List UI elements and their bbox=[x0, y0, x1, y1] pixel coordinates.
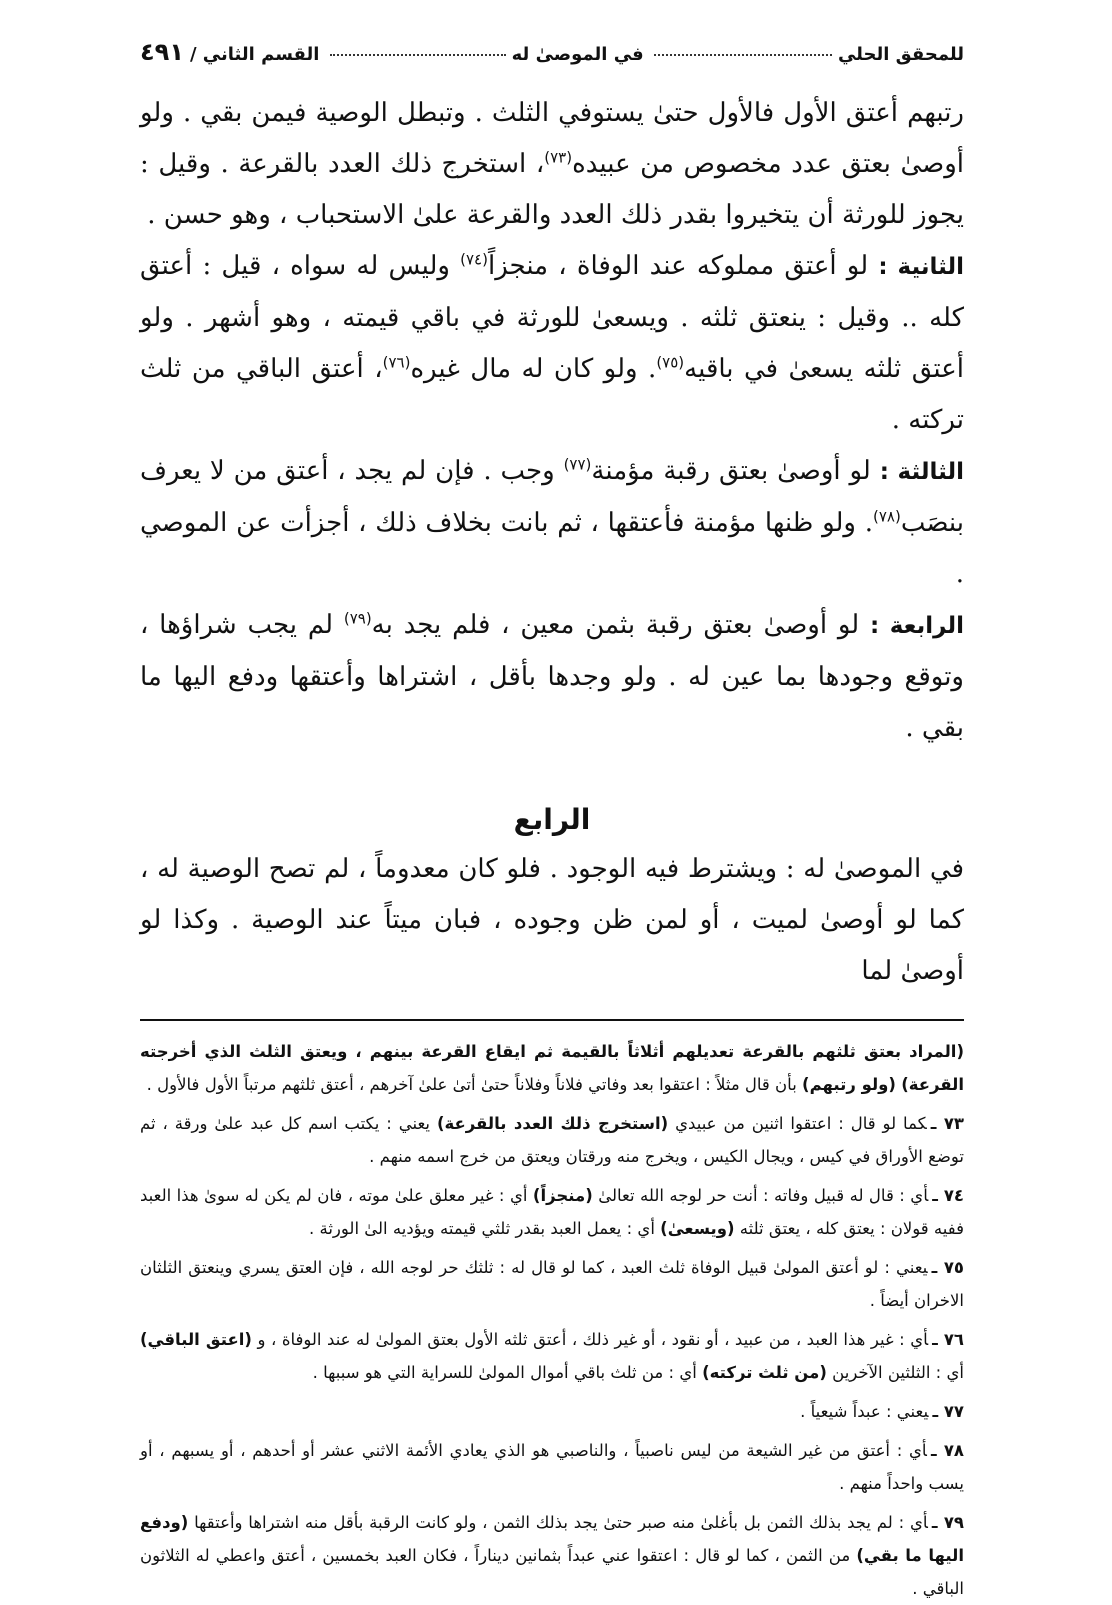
issue-label-second: الثانية : bbox=[878, 254, 965, 280]
issue-label-third: الثالثة : bbox=[879, 459, 965, 485]
footnote-ref-79: (٧٩) bbox=[343, 609, 372, 628]
footnote-text: من الثمن ، كما لو قال : اعتقوا عني عبداً بثمانين ديناراً ، فكان العبد بخمسين ، أعتق واعطي له الثلاثون الباقي . bbox=[140, 1546, 964, 1598]
running-header bbox=[140, 38, 964, 86]
main-text-run: وليس له سواه ، قيل : أعتق كله .. وقيل : ينعتق ثلثه . ويسعىٰ للورثة في باقي قيمته ، وهو أشهر . ولو أعتق ثلثه يسعىٰ في باقيه bbox=[140, 251, 964, 384]
footnote-ref-74: (٧٤) bbox=[460, 250, 488, 269]
footnote-text: أي : من ثلث باقي أموال المولىٰ للسراية التي هو سببها . bbox=[312, 1363, 697, 1382]
footnote-text: يعني : عبداً شيعياً . bbox=[800, 1402, 929, 1421]
footnote-text: أي : الثلثين الآخرين bbox=[832, 1363, 964, 1382]
footnote-ref-78: (٧٨) bbox=[872, 507, 901, 526]
footnote-75 bbox=[140, 1251, 964, 1317]
main-text bbox=[140, 88, 964, 754]
footnote-number: ٧٣ ـ bbox=[930, 1114, 964, 1133]
main-text-continued bbox=[140, 844, 964, 997]
header-section-label: القسم الثاني / bbox=[189, 44, 320, 65]
main-text-run: ، استخرج ذلك العدد بالقرعة . وقيل : يجوز للورثة أن يتخيروا بقدر ذلك العدد والقرعة علىٰ الاستحباب ، وهو حسن . bbox=[140, 149, 964, 230]
footnote-text: أي : لم يجد بذلك الثمن بل بأغلىٰ منه صبر حتىٰ يجد بذلك الثمن ، ولو كانت الرقبة بأقل منه اشتراها وأعتقها bbox=[194, 1513, 928, 1532]
footnote-quote: (ولو رتبهم) bbox=[802, 1075, 896, 1094]
footnote-divider bbox=[140, 1019, 964, 1021]
footnote-ref-76: (٧٦) bbox=[382, 353, 411, 372]
footnote-73 bbox=[140, 1107, 964, 1173]
main-text-run: لم يجب شراؤها ، وتوقع وجودها بما عين له . ولو وجدها بأقل ، اشتراها وأعتقها ودفع اليها ما بقي . bbox=[140, 610, 964, 743]
header-chapter-title: في الموصىٰ له bbox=[511, 44, 644, 65]
footnote-number: ٧٩ ـ bbox=[931, 1513, 964, 1532]
footnote-number: ٧٥ ـ bbox=[931, 1258, 964, 1277]
footnote-76 bbox=[140, 1323, 964, 1389]
footnote-text: أي : أعتق من غير الشيعة من ليس ناصبياً ، والناصبي هو الذي يعادي الأئمة الاثني عشر أو أحدهم ، أو يسبهم ، أو يسب واحداً منهم . bbox=[140, 1441, 964, 1493]
header-dotted-leader bbox=[654, 54, 832, 56]
footnote-number: ٧٦ ـ bbox=[932, 1330, 964, 1349]
footnote-text: أي : غير معلق علىٰ موته ، فان لم يكن له سوىٰ هذا العبد ففيه قولان : يعتق كله ، يعتق ثلثه bbox=[140, 1186, 964, 1238]
main-text-run: لو أعتق مملوكه عند الوفاة ، منجزاً bbox=[487, 251, 869, 281]
main-text-run: رتبهم أعتق الأول فالأول حتىٰ يستوفي الثلث . وتبطل الوصية فيمن بقي . ولو أوصىٰ بعتق عدد مخصوص من عبيده bbox=[140, 98, 964, 179]
footnote-ref-77: (٧٧) bbox=[563, 455, 592, 474]
footnote-quote: (منجزاً) bbox=[532, 1186, 593, 1205]
footnote-quote: (ودفع اليها ما بقي) bbox=[140, 1513, 964, 1565]
main-text-run: . ولو كان له مال غيره bbox=[410, 354, 657, 384]
main-paragraph-1 bbox=[140, 88, 964, 241]
page-number: ٤٩١ bbox=[140, 38, 184, 66]
footnote-number: ٧٤ ـ bbox=[932, 1186, 964, 1205]
main-text-run: وجب . فإن لم يجد ، أعتق من لا يعرف بنصَب bbox=[140, 456, 964, 538]
header-dotted-leader bbox=[330, 54, 506, 56]
footnote-text: أي : غير هذا العبد ، من عبيد ، أو نقود ، أو غير ذلك ، أعتق ثلثه الأول بعتق المولىٰ له عند الوفاة ، و bbox=[257, 1330, 929, 1349]
header-chapter-segment bbox=[324, 44, 644, 65]
footnote-text: يعني : يكتب اسم كل عبد علىٰ ورقة ، ثم توضع الأوراق في كيس ، ويجال الكيس ، ويخرج منه ورقتان ويعتق من خرج اسمه منهم . bbox=[140, 1114, 964, 1166]
issue-label-fourth: الرابعة : bbox=[870, 613, 964, 639]
main-text-run: . ولو ظنها مؤمنة فأعتقها ، ثم بانت بخلاف ذلك ، أجزأت عن الموصي . bbox=[140, 508, 964, 589]
footnote-text: كما لو قال : اعتقوا اثنين من عبيدي bbox=[675, 1114, 927, 1133]
footnote-ref-73: (٧٣) bbox=[544, 148, 573, 167]
footnote-number: ٧٨ ـ bbox=[930, 1441, 964, 1460]
footnote-text: أي : قال له قبيل وفاته : أنت حر لوجه الله تعالىٰ bbox=[598, 1186, 929, 1205]
footnotes bbox=[140, 1035, 964, 1605]
header-section-segment bbox=[140, 38, 319, 66]
footnote-quote: (اعتق الباقي) bbox=[140, 1330, 252, 1349]
main-text-run: ، أعتق الباقي من ثلث تركته . bbox=[140, 354, 964, 435]
footnote-quote: (المراد بعتق ثلثهم بالقرعة تعديلهم أثلاثاً بالقيمة ثم ايقاع القرعة بينهم ، ويعتق الثلث الذي أخرجته القرعة) bbox=[140, 1042, 964, 1094]
footnote-quote: (من ثلث تركته) bbox=[702, 1363, 827, 1382]
footnote-78 bbox=[140, 1434, 964, 1500]
footnote-74 bbox=[140, 1179, 964, 1245]
main-paragraph-3 bbox=[140, 446, 964, 600]
footnote-continued bbox=[140, 1035, 964, 1101]
main-text-run: لو أوصىٰ بعتق رقبة مؤمنة bbox=[591, 456, 871, 486]
header-book-title-segment bbox=[648, 44, 964, 65]
main-paragraph-2 bbox=[140, 241, 964, 446]
footnote-quote: (استخرج ذلك العدد بالقرعة) bbox=[436, 1114, 669, 1133]
main-paragraph-4 bbox=[140, 600, 964, 754]
footnote-text: أي : يعمل العبد بقدر ثلثي قيمته ويؤديه الىٰ الورثة . bbox=[309, 1219, 655, 1238]
footnote-79 bbox=[140, 1506, 964, 1605]
footnote-ref-75: (٧٥) bbox=[656, 353, 685, 372]
footnote-77 bbox=[140, 1395, 964, 1428]
footnote-text: بأن قال مثلاً : اعتقوا بعد وفاتي فلاناً وفلاناً حتىٰ أتىٰ علىٰ آخرهم ، أعتق ثلثهم مرتباً الأول فالأول . bbox=[146, 1075, 797, 1094]
footnote-number: ٧٧ ـ bbox=[932, 1402, 964, 1421]
main-paragraph-5: في الموصىٰ له : ويشترط فيه الوجود . فلو كان معدوماً ، لم تصح الوصية له ، كما لو أوصىٰ لميت ، أو لمن ظن وجوده ، فبان ميتاً عند الوصية . وكذا لو أوصىٰ لما bbox=[140, 854, 964, 986]
header-book-title: للمحقق الحلي bbox=[837, 44, 964, 65]
footnote-text: يعني : لو أعتق المولىٰ قبيل الوفاة ثلث العبد ، كما لو قال له : ثلثك حر لوجه الله ، فإن العتق يسري وينعتق الثلثان الاخران أيضاً . bbox=[140, 1258, 964, 1310]
main-text-run: لو أوصىٰ بعتق رقبة بثمن معين ، فلم يجد به bbox=[371, 610, 860, 640]
footnote-quote: (ويسعىٰ) bbox=[660, 1219, 735, 1238]
section-title: الرابع bbox=[513, 803, 591, 836]
